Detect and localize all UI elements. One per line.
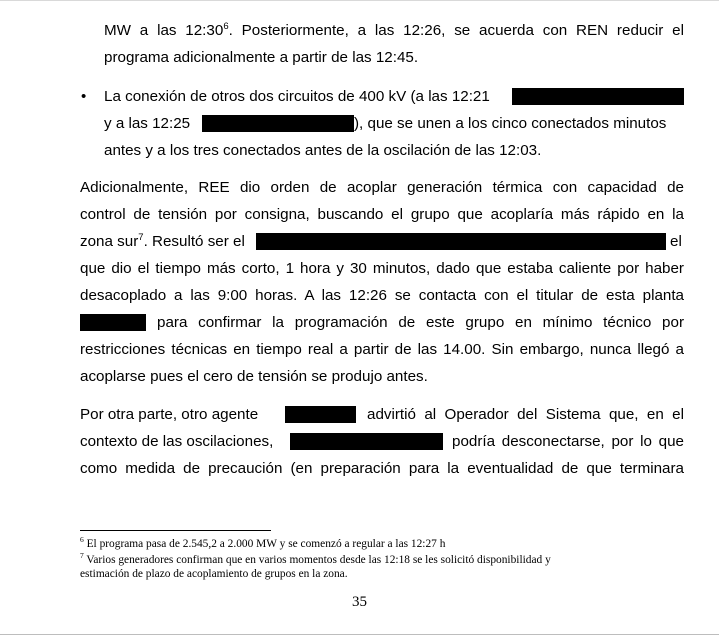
para2-line-2: contexto de las oscilaciones, podría desconectarse, por lo que	[80, 433, 684, 450]
page-bottom-border	[0, 634, 719, 635]
para2-line-3: como medida de precaución (en preparación para la eventualidad de que terminara	[80, 460, 684, 477]
para1-line-5: desacoplado a las 9:00 horas. A las 12:26 se contacta con el titular de esta planta	[80, 287, 684, 304]
para2-line-1: Por otra parte, otro agente advirtió al Operador del Sistema que, en el	[80, 406, 684, 423]
redaction-block	[256, 233, 666, 250]
bullet-line-1: La conexión de otros dos circuitos de 400 kV (a las 12:21	[104, 87, 719, 107]
para1-line-1: Adicionalmente, REE dio orden de acoplar generación térmica con capacidad de	[80, 179, 684, 196]
redaction-block	[290, 433, 443, 450]
footnote-ref-7[interactable]: 7	[138, 231, 144, 243]
footnote-7: $^7$ Varios generadores confirman que en varios momentos desde las 12:18 se les solicitó disponibilidad y	[80, 551, 551, 566]
para1-line-2: control de tensión por consigna, buscando el grupo que acoplaría más rápido en la	[80, 206, 684, 223]
footnote-7-continued: estimación de plazo de acoplamiento de grupos en la zona.	[80, 568, 348, 580]
para1-line-4: que dio el tiempo más corto, 1 hora y 30 minutos, dado que estaba caliente por haber	[80, 260, 684, 277]
para1-line-7: restricciones técnicas en tiempo real a partir de las 14.00. Sin embargo, nunca llegó a	[80, 341, 684, 358]
cont-line-2: programa adicionalmente a partir de las 12:45.	[104, 49, 419, 66]
footnote-separator	[80, 530, 271, 531]
para1-line-3: zona sur$^7$. Resultó ser el el	[80, 231, 682, 250]
para1-line-8: acoplarse pues el cero de tensión se produjo antes.	[80, 368, 428, 385]
cont-line-1: MW a las $12:30^6$. Posteriormente, a las 12:26, se acuerda con REN reducir el	[104, 20, 684, 39]
bullet-line-3: antes y a los tres conectados antes de la oscilación de las 12:03.	[104, 142, 542, 159]
footnote-6: $^6$ El programa pasa de 2.545,2 a 2.000 MW y se comenzó a regular a las 12:27 h	[80, 535, 446, 550]
page-top-border	[0, 0, 719, 1]
redaction-block	[285, 406, 356, 423]
redaction-block	[202, 115, 354, 132]
redaction-block	[512, 88, 684, 105]
page-number: 35	[352, 594, 367, 610]
footnote-ref-6[interactable]: 6	[223, 20, 229, 32]
bullet-marker: •	[81, 88, 87, 105]
redaction-block	[80, 314, 146, 331]
bullet-line-2: y a las 12:25 ), que se unen a los cinco conectados minutos	[104, 115, 667, 132]
